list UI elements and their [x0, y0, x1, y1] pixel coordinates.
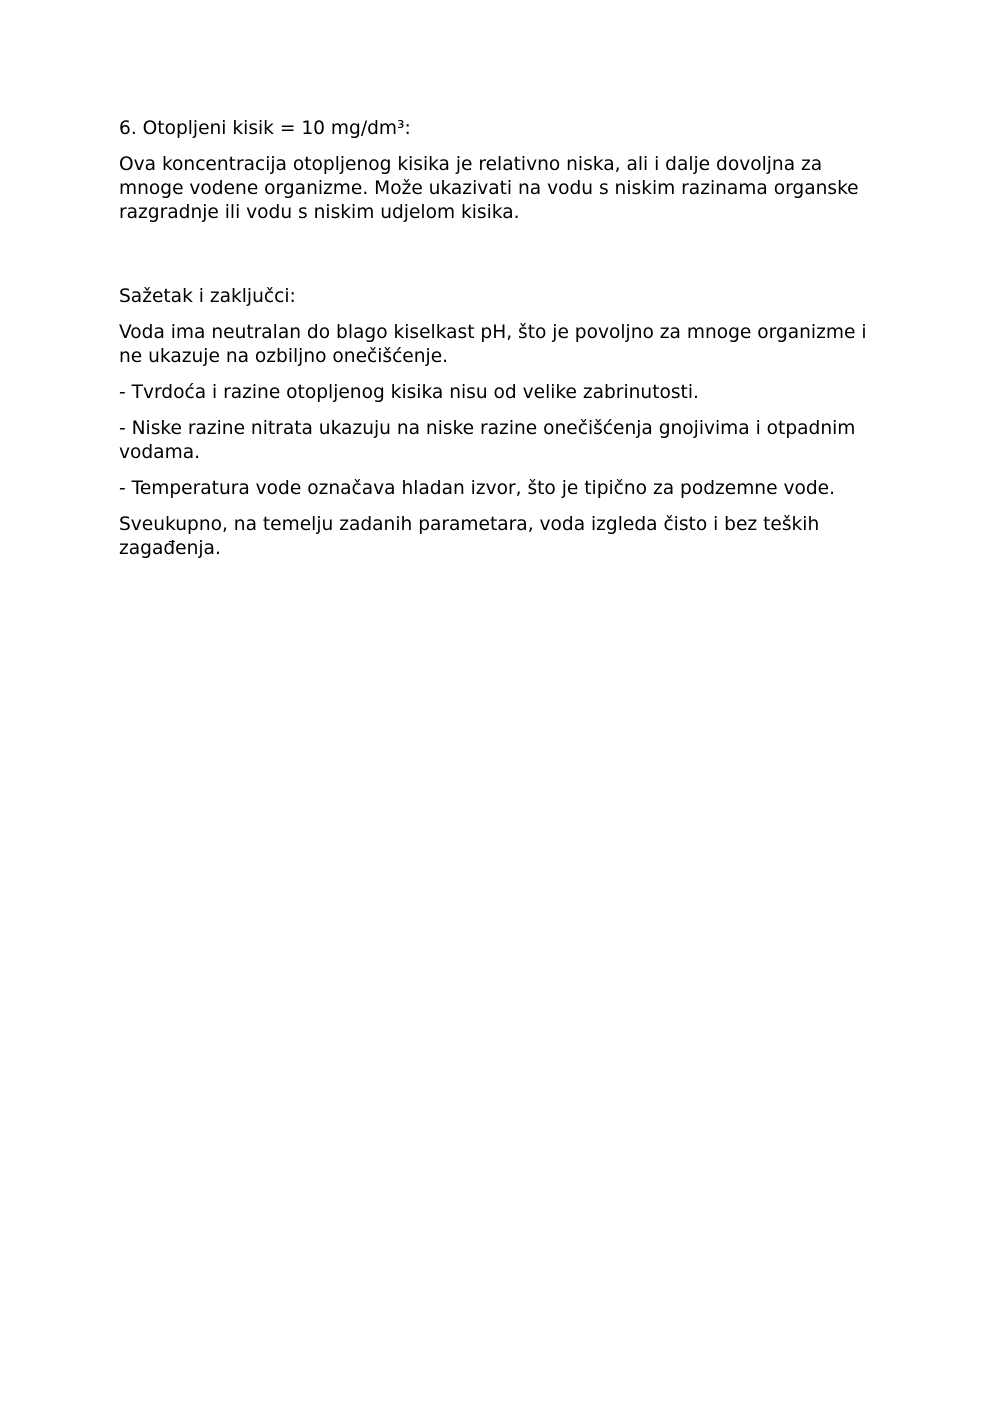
summary-heading: Sažetak i zaključci:: [119, 286, 296, 307]
summary-point: - Niske razine nitrata ukazuju na niske razine onečišćenja gnojivima i otpadnim vodama.: [119, 418, 856, 463]
summary-conclusion: Sveukupno, na temelju zadanih parametara, voda izgleda čisto i bez teških zagađenja.: [119, 514, 820, 559]
summary-point: - Temperatura vode označava hladan izvor, što je tipično za podzemne vode.: [119, 478, 835, 499]
section-6-body: Ova koncentracija otopljenog kisika je relativno niska, ali i dalje dovoljna za mnoge vodene organizme. Može ukazivati na vodu s niskim razinama organske razgradnje ili vodu s niskim udjelom kisika.: [119, 154, 859, 223]
summary-point: - Tvrdoća i razine otopljenog kisika nisu od velike zabrinutosti.: [119, 382, 699, 403]
document-content: [119, 117, 889, 561]
section-6-heading: 6. Otopljeni kisik = 10 mg/dm³:: [119, 118, 411, 139]
summary-intro: Voda ima neutralan do blago kiselkast pH, što je povoljno za mnoge organizme i ne ukazuje na ozbiljno onečišćenje.: [119, 322, 867, 367]
